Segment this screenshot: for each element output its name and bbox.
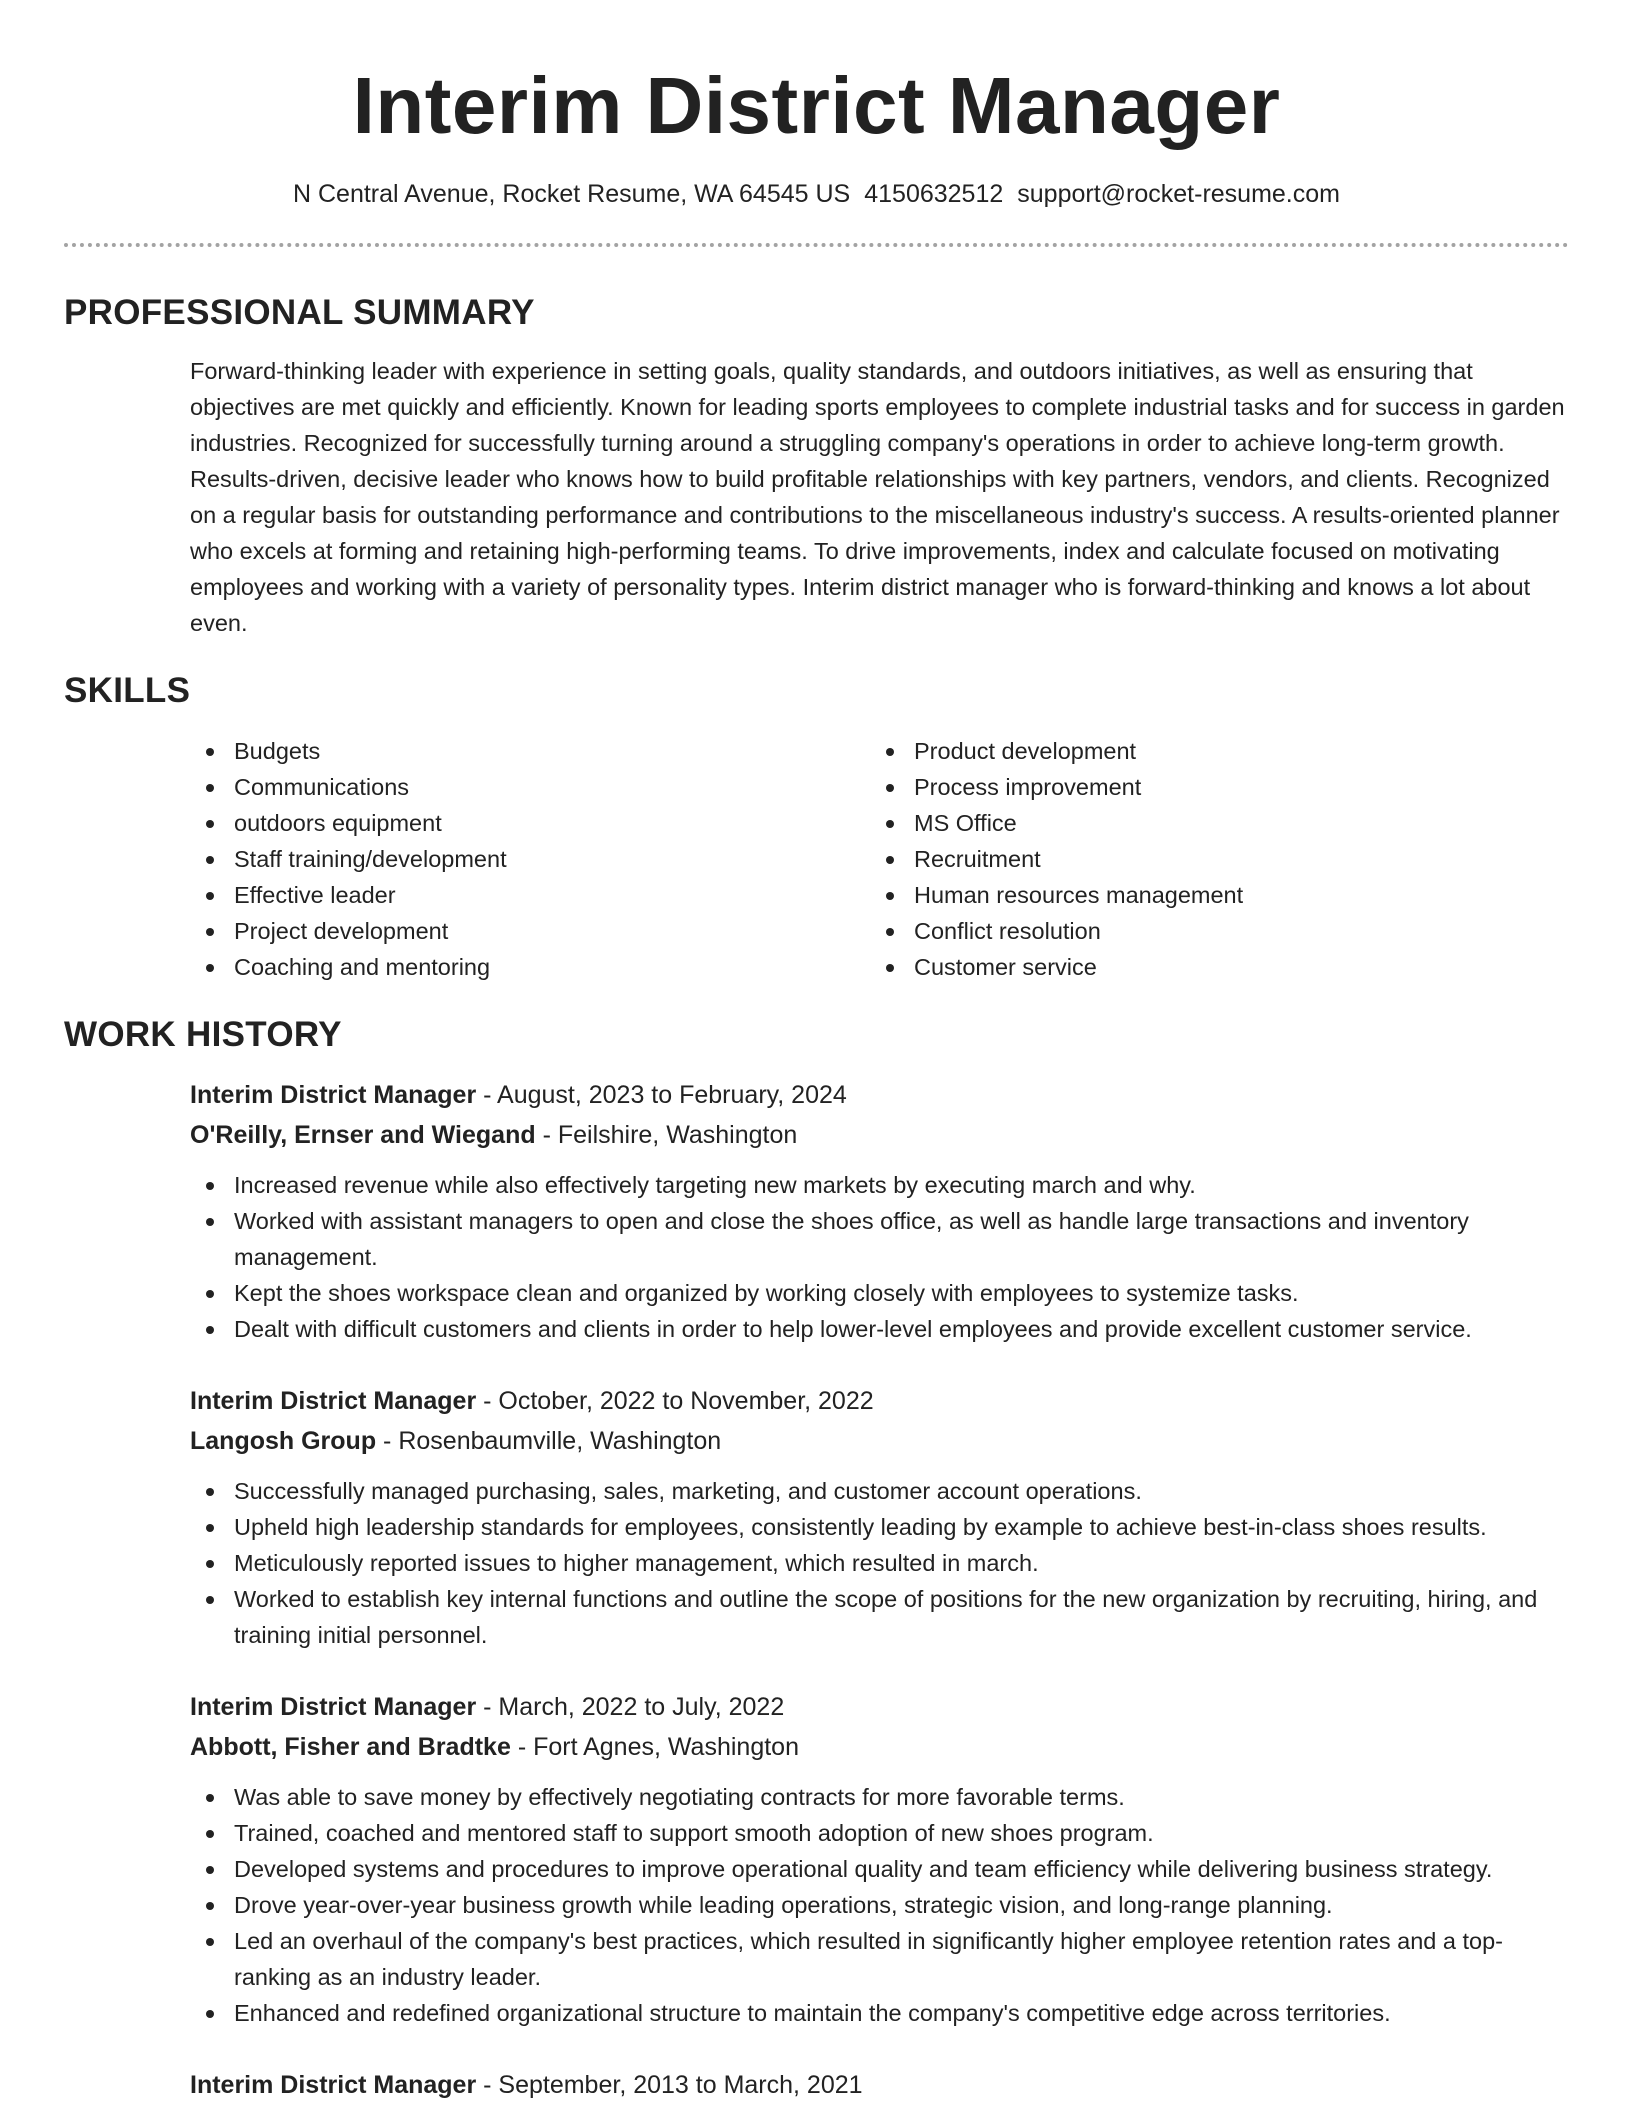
skill-item: Conflict resolution bbox=[870, 913, 1550, 949]
job-bullet: Worked with assistant managers to open and close the shoes office, as well as handle large transactions and inventory management. bbox=[190, 1203, 1569, 1275]
job-title-line bbox=[190, 2065, 1569, 2105]
job-dates: - September, 2013 to March, 2021 bbox=[476, 2071, 863, 2099]
job-bullet: Meticulously reported issues to higher management, which resulted in march. bbox=[190, 1545, 1569, 1581]
contact-email: support@rocket-resume.com bbox=[1017, 180, 1340, 208]
job-bullet: Developed systems and procedures to improve operational quality and team efficiency while delivering business strategy. bbox=[190, 1851, 1569, 1887]
skills-list bbox=[190, 733, 1569, 985]
job-bullet: Was able to save money by effectively negotiating contracts for more favorable terms. bbox=[190, 1779, 1569, 1815]
job-bullets bbox=[190, 1779, 1569, 2031]
contact-phone: 4150632512 bbox=[864, 180, 1004, 208]
job-location: - Fort Agnes, Washington bbox=[510, 1733, 799, 1761]
work-history-heading: WORK HISTORY bbox=[64, 1015, 342, 1054]
job-company: Abbott, Fisher and Bradtke bbox=[190, 1733, 511, 1761]
skill-item: Recruitment bbox=[870, 841, 1550, 877]
job-title-line bbox=[190, 1075, 1569, 1115]
job-bullet: Enhanced and redefined organizational structure to maintain the company's competitive edge across territories. bbox=[190, 1995, 1569, 2031]
skills-column-left bbox=[190, 733, 870, 985]
job-entry bbox=[190, 1381, 1569, 1653]
skills-heading: SKILLS bbox=[64, 671, 191, 710]
job-bullet: Kept the shoes workspace clean and organized by working closely with employees to systemize tasks. bbox=[190, 1275, 1569, 1311]
job-bullets bbox=[190, 1167, 1569, 1347]
skill-item: Human resources management bbox=[870, 877, 1550, 913]
job-title-line bbox=[190, 1687, 1569, 1727]
skill-item: Product development bbox=[870, 733, 1550, 769]
job-location: - Rosenbaumville, Washington bbox=[376, 1427, 722, 1455]
skill-item: Project development bbox=[190, 913, 870, 949]
job-bullets bbox=[190, 1473, 1569, 1653]
skill-item: Staff training/development bbox=[190, 841, 870, 877]
job-location: - Feilshire, Washington bbox=[535, 1121, 798, 1149]
job-bullet: Led an overhaul of the company's best practices, which resulted in significantly higher employee retention rates and a top-ranking as an industry leader. bbox=[190, 1923, 1569, 1995]
job-title: Interim District Manager bbox=[190, 1387, 477, 1415]
job-bullet: Dealt with difficult customers and clients in order to help lower-level employees and provide excellent customer service. bbox=[190, 1311, 1569, 1347]
job-bullet: Worked to establish key internal functions and outline the scope of positions for the new organization by recruiting, hiring, and training initial personnel. bbox=[190, 1581, 1569, 1653]
job-dates: - October, 2022 to November, 2022 bbox=[476, 1387, 874, 1415]
summary-text: Forward-thinking leader with experience in setting goals, quality standards, and outdoors initiatives, as well as ensuring that objectives are met quickly and efficiently. Known for leading sports employees to complete industrial tasks and for success in garden industries. Recognized for successfully turning around a struggling company's operations in order to achieve long-term growth. Results-driven, decisive leader who knows how to build profitable relationships with key partners, vendors, and clients. Recognized on a regular basis for outstanding performance and contributions to the miscellaneous industry's success. A results-oriented planner who excels at forming and retaining high-performing teams. To drive improvements, index and calculate focused on motivating employees and working with a variety of personality types. Interim district manager who is forward-thinking and knows a lot about even. bbox=[190, 358, 1565, 636]
skill-item: Effective leader bbox=[190, 877, 870, 913]
job-bullet: Upheld high leadership standards for employees, consistently leading by example to achieve best-in-class shoes results. bbox=[190, 1509, 1569, 1545]
job-company-line bbox=[190, 1115, 1569, 1155]
skills-column-right bbox=[870, 733, 1550, 985]
job-company: O'Reilly, Ernser and Wiegand bbox=[190, 1121, 536, 1149]
job-entry bbox=[190, 2065, 1569, 2105]
job-company-line bbox=[190, 1727, 1569, 1767]
skill-item: Process improvement bbox=[870, 769, 1550, 805]
job-title: Interim District Manager bbox=[190, 1081, 477, 1109]
job-bullet: Trained, coached and mentored staff to support smooth adoption of new shoes program. bbox=[190, 1815, 1569, 1851]
contact-info bbox=[64, 178, 1569, 210]
job-title: Interim District Manager bbox=[190, 2071, 477, 2099]
candidate-name: Interim District Manager bbox=[352, 61, 1281, 150]
skill-item: Budgets bbox=[190, 733, 870, 769]
header-divider bbox=[64, 243, 1569, 247]
summary-heading: PROFESSIONAL SUMMARY bbox=[64, 293, 535, 332]
job-entry bbox=[190, 1075, 1569, 1347]
job-company: Langosh Group bbox=[190, 1427, 377, 1455]
job-company-line bbox=[190, 1421, 1569, 1461]
skill-item: MS Office bbox=[870, 805, 1550, 841]
job-bullet: Increased revenue while also effectively targeting new markets by executing march and why. bbox=[190, 1167, 1569, 1203]
job-bullet: Drove year-over-year business growth while leading operations, strategic vision, and long-range planning. bbox=[190, 1887, 1569, 1923]
job-title-line bbox=[190, 1381, 1569, 1421]
skill-item: Coaching and mentoring bbox=[190, 949, 870, 985]
job-dates: - March, 2022 to July, 2022 bbox=[476, 1693, 785, 1721]
job-entry bbox=[190, 1687, 1569, 2031]
skill-item: outdoors equipment bbox=[190, 805, 870, 841]
job-bullet: Successfully managed purchasing, sales, marketing, and customer account operations. bbox=[190, 1473, 1569, 1509]
skill-item: Communications bbox=[190, 769, 870, 805]
skill-item: Customer service bbox=[870, 949, 1550, 985]
job-title: Interim District Manager bbox=[190, 1693, 477, 1721]
job-dates: - August, 2023 to February, 2024 bbox=[476, 1081, 847, 1109]
resume-page bbox=[64, 0, 1569, 2105]
contact-address: N Central Avenue, Rocket Resume, WA 64545 US bbox=[293, 180, 851, 208]
